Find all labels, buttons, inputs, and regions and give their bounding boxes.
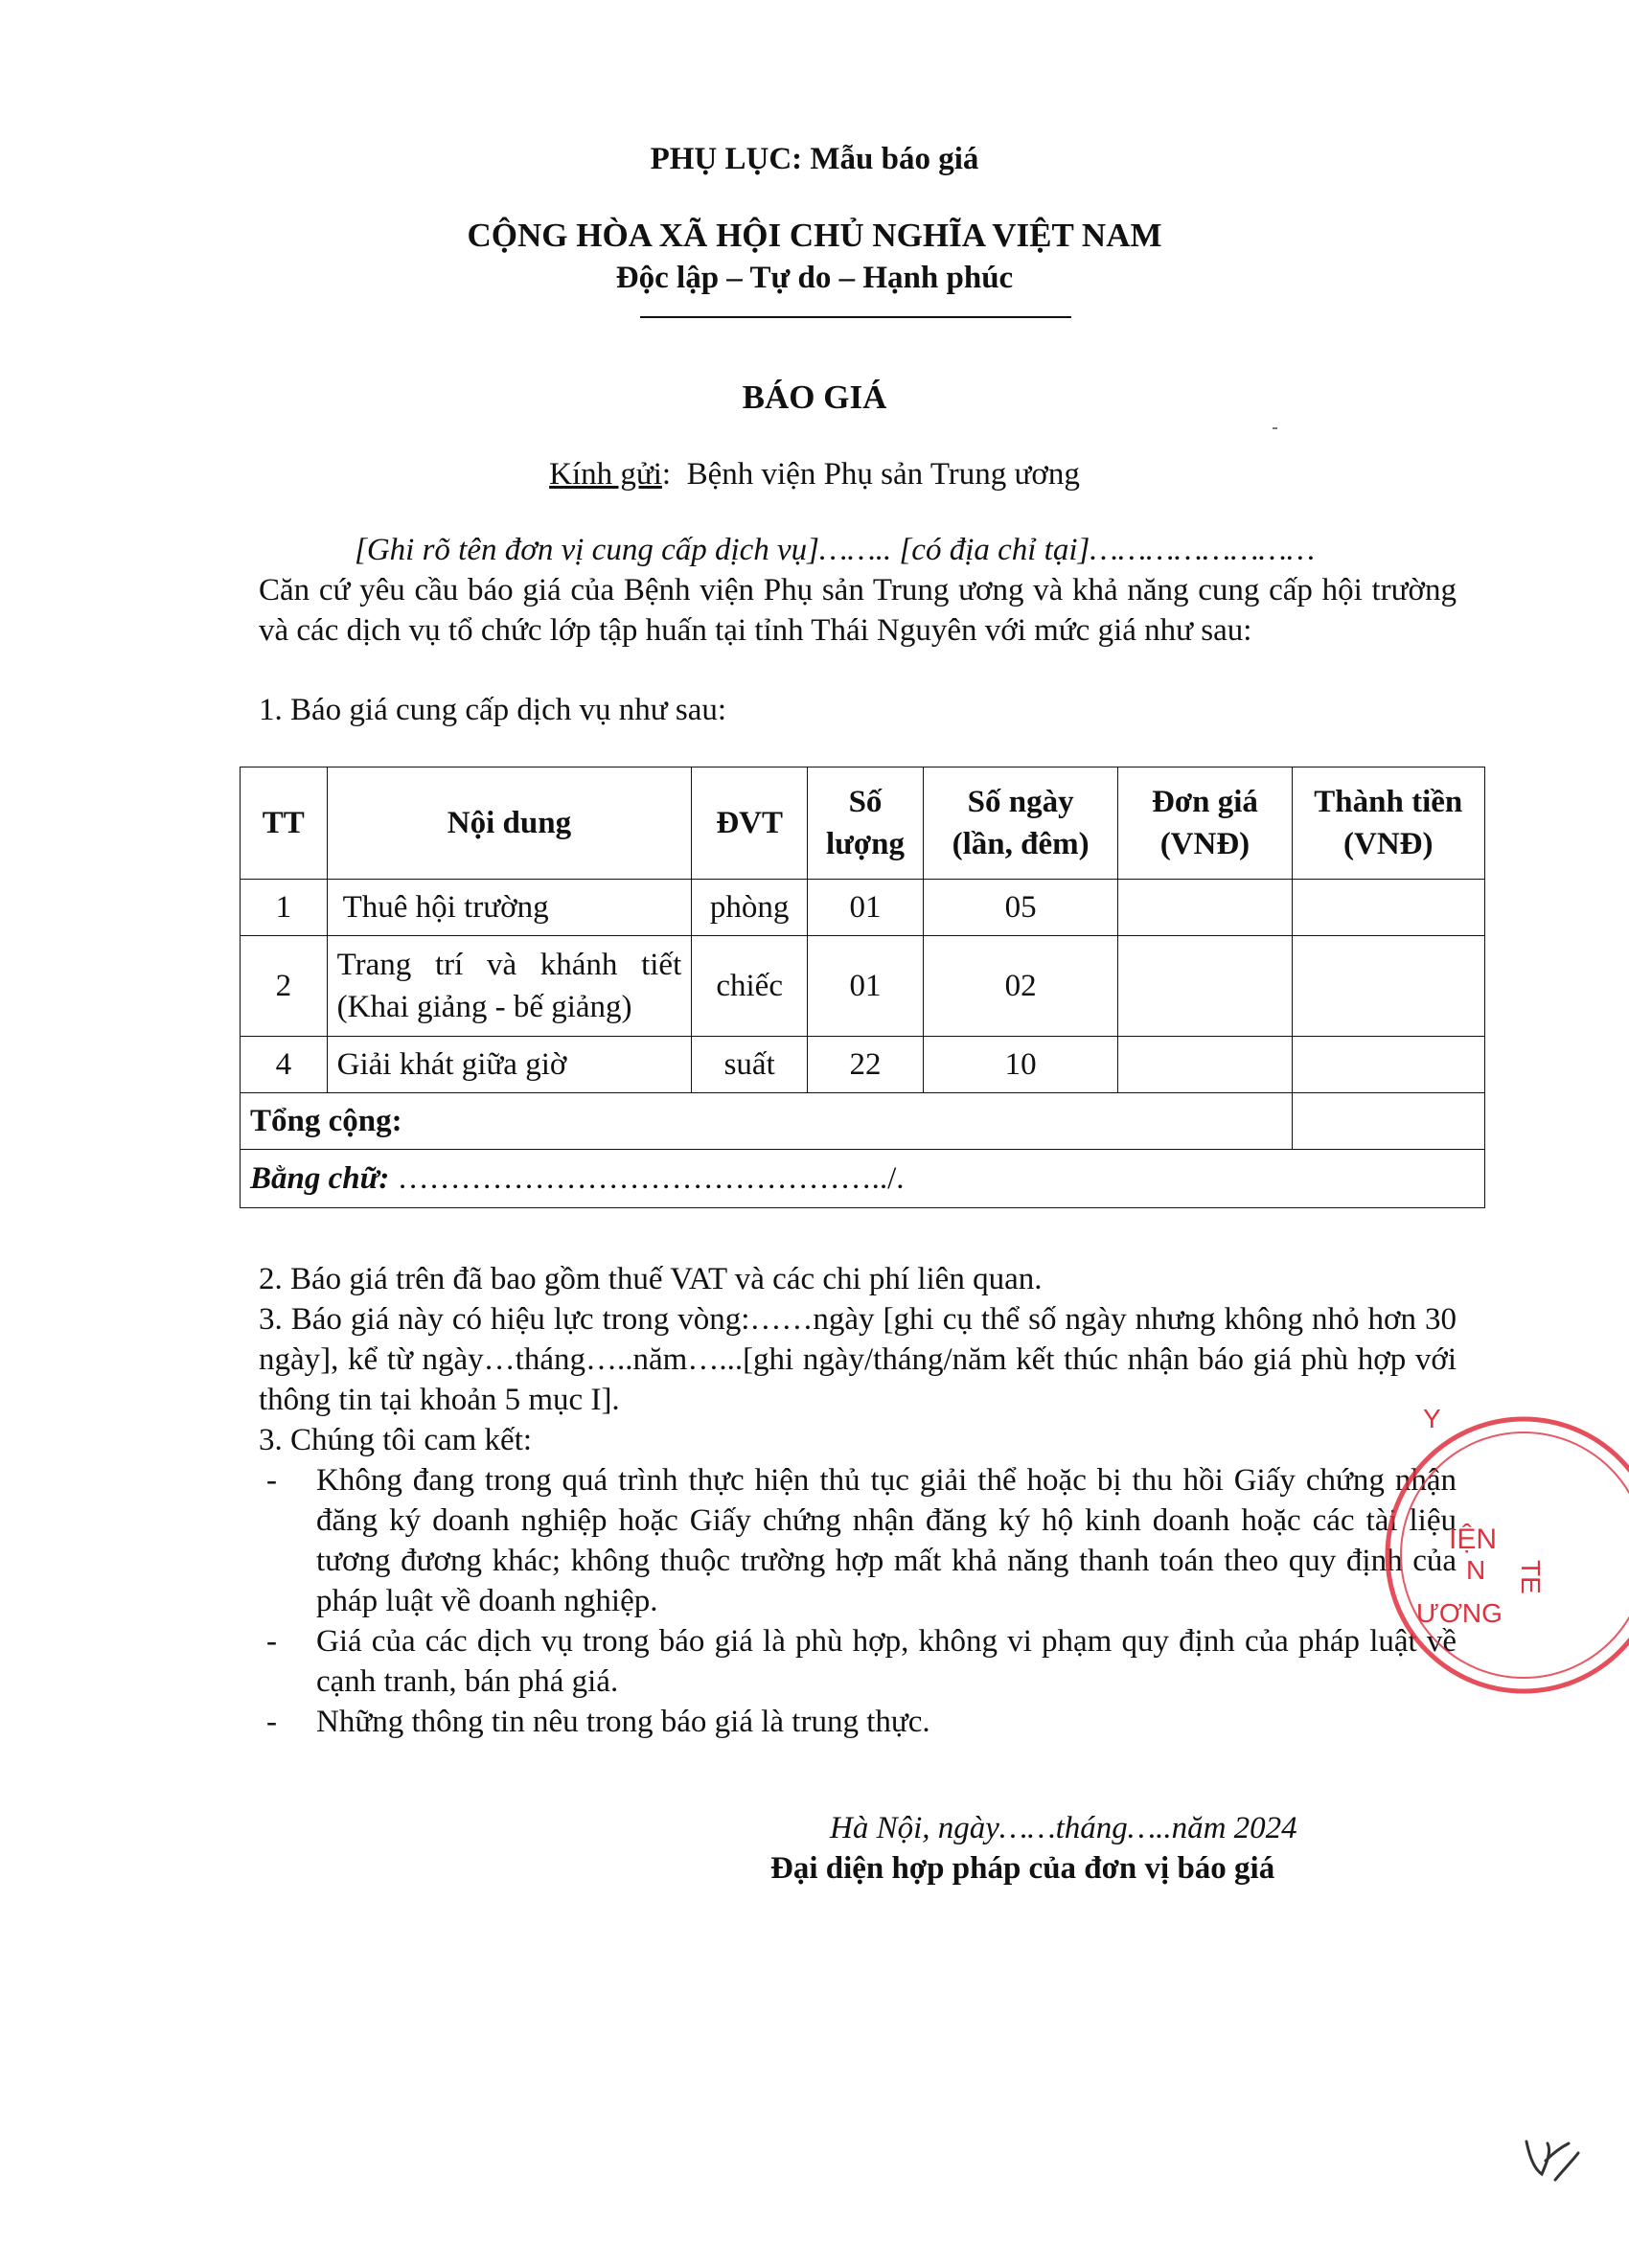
motto-underline (640, 316, 1071, 318)
term-validity: 3. Báo giá này có hiệu lực trong vòng:……ngày [ghi cụ thể số ngày nhưng không nhỏ hơn 30 ngày], kể từ ngày…tháng…..năm…...[ghi ngày/tháng/năm kết thúc nhận báo giá phù hợp với thông tin tại khoản 5 mục I]. (259, 1302, 1457, 1417)
recipient-colon: : (661, 457, 687, 492)
official-stamp (1342, 1397, 1629, 1704)
row-content: Giải khát giữa giờ (327, 1037, 692, 1093)
row-total (1292, 936, 1484, 1037)
quote-table (240, 767, 1485, 1208)
row-qty: 01 (808, 936, 924, 1037)
row-days: 10 (923, 1037, 1117, 1093)
row-unit: chiếc (692, 936, 808, 1037)
stamp-text-1: Y (1423, 1404, 1441, 1433)
row-unit: suất (692, 1037, 808, 1093)
signature-title: Đại diện hợp pháp của đơn vị báo giá (770, 1851, 1275, 1886)
header-total-line2: (VNĐ) (1343, 827, 1434, 861)
row-qty: 22 (808, 1037, 924, 1093)
header-days (923, 767, 1117, 880)
row-content (327, 936, 692, 1037)
appendix-title: PHỤ LỤC: Mẫu báo giá (650, 142, 979, 176)
header-unit: ĐVT (692, 767, 808, 880)
words-label: Bằng chữ: (250, 1160, 390, 1196)
header-price (1118, 767, 1292, 880)
header-total-line1: Thành tiền (1314, 785, 1463, 819)
header-content: Nội dung (327, 767, 692, 880)
bullet-dash: - (266, 1624, 277, 1659)
header-qty (808, 767, 924, 880)
table-row (241, 936, 1485, 1037)
term-commitment-heading: 3. Chúng tôi cam kết: (259, 1423, 533, 1457)
row-unit: phòng (692, 880, 808, 936)
commitment-text: Những thông tin nêu trong báo giá là trung thực. (316, 1705, 930, 1739)
total-value (1292, 1093, 1484, 1150)
header-price-line2: (VNĐ) (1159, 827, 1250, 861)
bullet-dash: - (266, 1463, 277, 1498)
header-qty-line1: Số (848, 785, 883, 819)
section-1-heading: 1. Báo giá cung cấp dịch vụ như sau: (259, 693, 727, 727)
table-row (241, 1037, 1485, 1093)
table-row (241, 880, 1485, 936)
stamp-text-4: ƯƠNG (1416, 1598, 1503, 1628)
stamp-text-2: IỆN (1449, 1523, 1498, 1555)
commitment-text: Không đang trong quá trình thực hiện thủ tục giải thể hoặc bị thu hồi Giấy chứng nhận đăng ký doanh nghiệp hoặc Giấy chứng nhận đăng ký hộ kinh doanh hoặc các tài liệu tương đương khác; không thuộc trường hợp mất khả năng thanh toán theo quy định của pháp luật về doanh nghiệp. (316, 1463, 1457, 1618)
header-days-line1: Số ngày (967, 785, 1074, 819)
row-tt: 2 (241, 936, 328, 1037)
table-header-row (241, 767, 1485, 880)
header-price-line1: Đơn giá (1151, 785, 1258, 819)
total-row (241, 1093, 1485, 1150)
words-dots: ………………………………………../. (389, 1160, 905, 1196)
header-tt: TT (241, 767, 328, 880)
total-label: Tổng cộng: (241, 1093, 1293, 1150)
header-total (1292, 767, 1484, 880)
header-days-line2: (lần, đêm) (952, 827, 1090, 861)
row-content: Thuê hội trường (327, 880, 692, 936)
intro-paragraph: Căn cứ yêu cầu báo giá của Bệnh viện Phụ sản Trung ương và khả năng cung cấp hội trường và các dịch vụ tổ chức lớp tập huấn tại tỉnh Thái Nguyên với mức giá như sau: (259, 573, 1457, 648)
row-tt: 1 (241, 880, 328, 936)
initial-mark-icon (1519, 2132, 1586, 2189)
national-motto: Độc lập – Tự do – Hạnh phúc (615, 261, 1014, 295)
amount-in-words (241, 1150, 1485, 1208)
scan-speck (1273, 427, 1277, 429)
bullet-dash: - (266, 1705, 277, 1739)
row-price (1118, 936, 1292, 1037)
row-days: 02 (923, 936, 1117, 1037)
row-price (1118, 1037, 1292, 1093)
row-content-line2: (Khai giảng - bế giảng) (336, 990, 632, 1024)
amount-in-words-row (241, 1150, 1485, 1208)
recipient-line (0, 457, 1629, 493)
row-price (1118, 880, 1292, 936)
document-title: BÁO GIÁ (742, 378, 887, 416)
commitment-text: Giá của các dịch vụ trong báo giá là phù hợp, không vi phạm quy định của pháp luật về cạnh tranh, bán phá giá. (316, 1624, 1457, 1699)
row-days: 05 (923, 880, 1117, 936)
stamp-text-3: N (1466, 1555, 1486, 1585)
recipient-label: Kính gửi (549, 457, 662, 492)
country-name: CỘNG HÒA XÃ HỘI CHỦ NGHĨA VIỆT NAM (467, 217, 1162, 254)
term-vat: 2. Báo giá trên đã bao gồm thuế VAT và các chi phí liên quan. (259, 1262, 1043, 1296)
row-content-line1: Trang trí và khánh tiết (336, 948, 682, 982)
header-qty-line2: lượng (825, 827, 906, 861)
row-total (1292, 880, 1484, 936)
supplier-note: [Ghi rõ tên đơn vị cung cấp dịch vụ]…….. [có địa chỉ tại]…………………… (355, 533, 1316, 567)
recipient-name: Bệnh viện Phụ sản Trung ương (686, 457, 1080, 492)
stamp-text-5: TE (1516, 1560, 1546, 1594)
signature-date: Hà Nội, ngày……tháng…..năm 2024 (830, 1811, 1297, 1845)
stamp-seal-icon (1342, 1397, 1629, 1704)
row-qty: 01 (808, 880, 924, 936)
row-tt: 4 (241, 1037, 328, 1093)
row-total (1292, 1037, 1484, 1093)
